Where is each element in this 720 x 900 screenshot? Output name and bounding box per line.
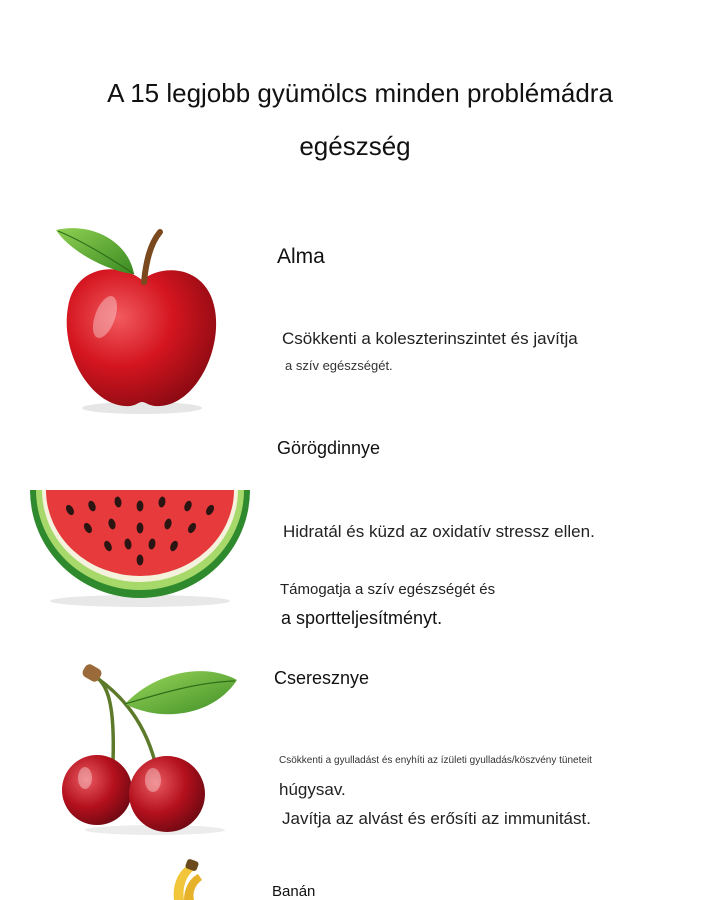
watermelon-icon: [28, 488, 252, 608]
fruit-name-alma: Alma: [277, 245, 325, 268]
fruit-desc-cseresznye-3: Javítja az alvást és erősíti az immunitást.: [282, 809, 591, 828]
fruit-desc-gorogdinnye-2: Támogatja a szív egészségét és: [280, 581, 496, 598]
page-title: A 15 legjobb gyümölcs minden problémádra: [107, 78, 613, 108]
fruit-name-gorogdinnye: Görögdinnye: [277, 438, 381, 458]
page-title-line-2: egészség: [299, 131, 411, 161]
fruit-desc-cseresznye-2: húgysav.: [279, 780, 346, 799]
fruit-name-cseresznye: Cseresznye: [274, 668, 370, 688]
fruit-desc-alma-2: a szív egészségét.: [285, 358, 393, 373]
fruit-desc-cseresznye-1: Csökkenti a gyulladást és enyhíti az ízületi gyulladás/köszvény tüneteit: [279, 755, 592, 766]
fruit-name-banan: Banán: [272, 883, 316, 900]
cherry-icon: [55, 662, 240, 837]
banana-icon: [160, 858, 210, 900]
fruit-desc-alma-1: Csökkenti a koleszterinszintet és javítja: [282, 329, 578, 348]
fruit-desc-gorogdinnye-3: a sportteljesítményt.: [281, 608, 443, 628]
apple-icon: [50, 222, 230, 417]
fruit-desc-gorogdinnye-1: Hidratál és küzd az oxidatív stressz ellen.: [283, 522, 595, 541]
